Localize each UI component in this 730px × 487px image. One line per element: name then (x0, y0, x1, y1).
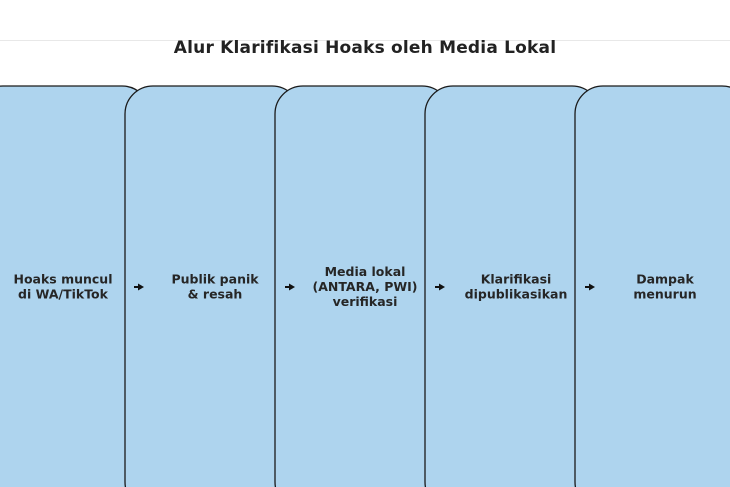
flow-step-label-line: Publik panik (171, 271, 259, 287)
flow-step-label-line: di WA/TikTok (18, 286, 108, 302)
flow-step-label-line: Klarifikasi (480, 271, 552, 287)
flow-step-label-5 (633, 272, 696, 302)
flow-step-label-line: verifikasi (332, 294, 398, 309)
flow-step-label-line: Media lokal (324, 264, 406, 279)
flow-step-label-line: & resah (187, 286, 243, 302)
flow-step-label-line: menurun (633, 286, 697, 302)
diagram-title: Alur Klarifikasi Hoaks oleh Media Lokal (173, 38, 557, 58)
flow-step-label-line: (ANTARA, PWI) (312, 279, 418, 294)
flow-step-label-line: Hoaks muncul (13, 271, 113, 287)
flow-step-label-line: dipublikasikan (464, 286, 568, 302)
flow-step-label-1 (13, 272, 112, 302)
flow-step-label-line: Dampak (636, 271, 694, 287)
